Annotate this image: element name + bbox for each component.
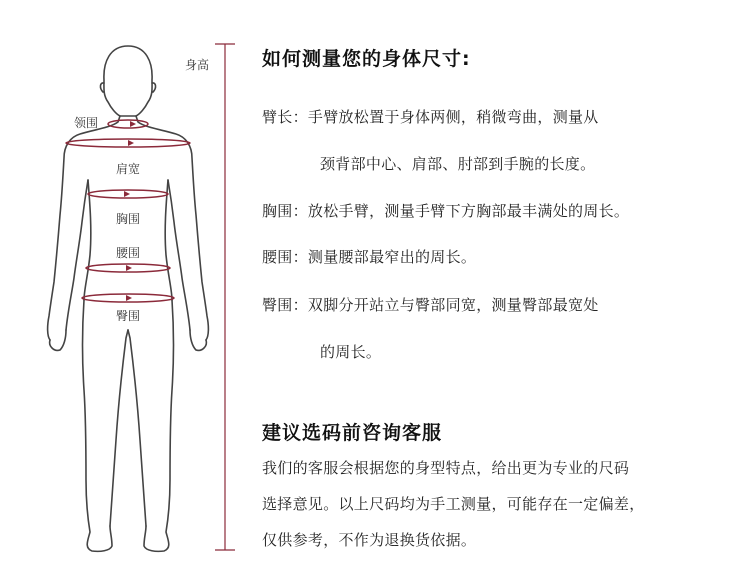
arm-length-line-1: 臂长：手臂放松置于身体两侧，稍微弯曲，测量从 <box>262 108 599 126</box>
neck-label: 领围 <box>74 116 99 130</box>
waist-description: 腰围：测量腰部最窄出的周长。 <box>262 248 477 266</box>
body-measurement-figure <box>0 0 250 573</box>
arm-length-line-2: 颈背部中心、肩部、肘部到手腕的长度。 <box>320 155 596 173</box>
hip-label: 臀围 <box>116 309 141 323</box>
chest-label: 胸围 <box>116 212 141 226</box>
body-outline-illustration <box>0 0 250 573</box>
waist-label: 腰围 <box>116 246 141 260</box>
height-label: 身高 <box>185 58 210 72</box>
chest-description: 胸围：放松手臂，测量手臂下方胸部最丰满处的周长。 <box>262 202 630 220</box>
advice-line-3: 仅供参考，不作为退换货依据。 <box>262 531 477 549</box>
hip-description-line-2: 的周长。 <box>320 343 382 361</box>
measurement-guide <box>262 0 742 573</box>
advice-line-1: 我们的客服会根据您的身型特点，给出更为专业的尺码 <box>262 459 630 477</box>
shoulder-label: 肩宽 <box>116 162 141 176</box>
hip-description-line-1: 臀围：双脚分开站立与臀部同宽，测量臀部最宽处 <box>262 296 599 314</box>
advice-title: 建议选码前咨询客服 <box>262 422 443 444</box>
guide-title: 如何测量您的身体尺寸: <box>262 48 471 70</box>
advice-line-2: 选择意见。以上尺码均为手工测量，可能存在一定偏差， <box>262 495 645 513</box>
